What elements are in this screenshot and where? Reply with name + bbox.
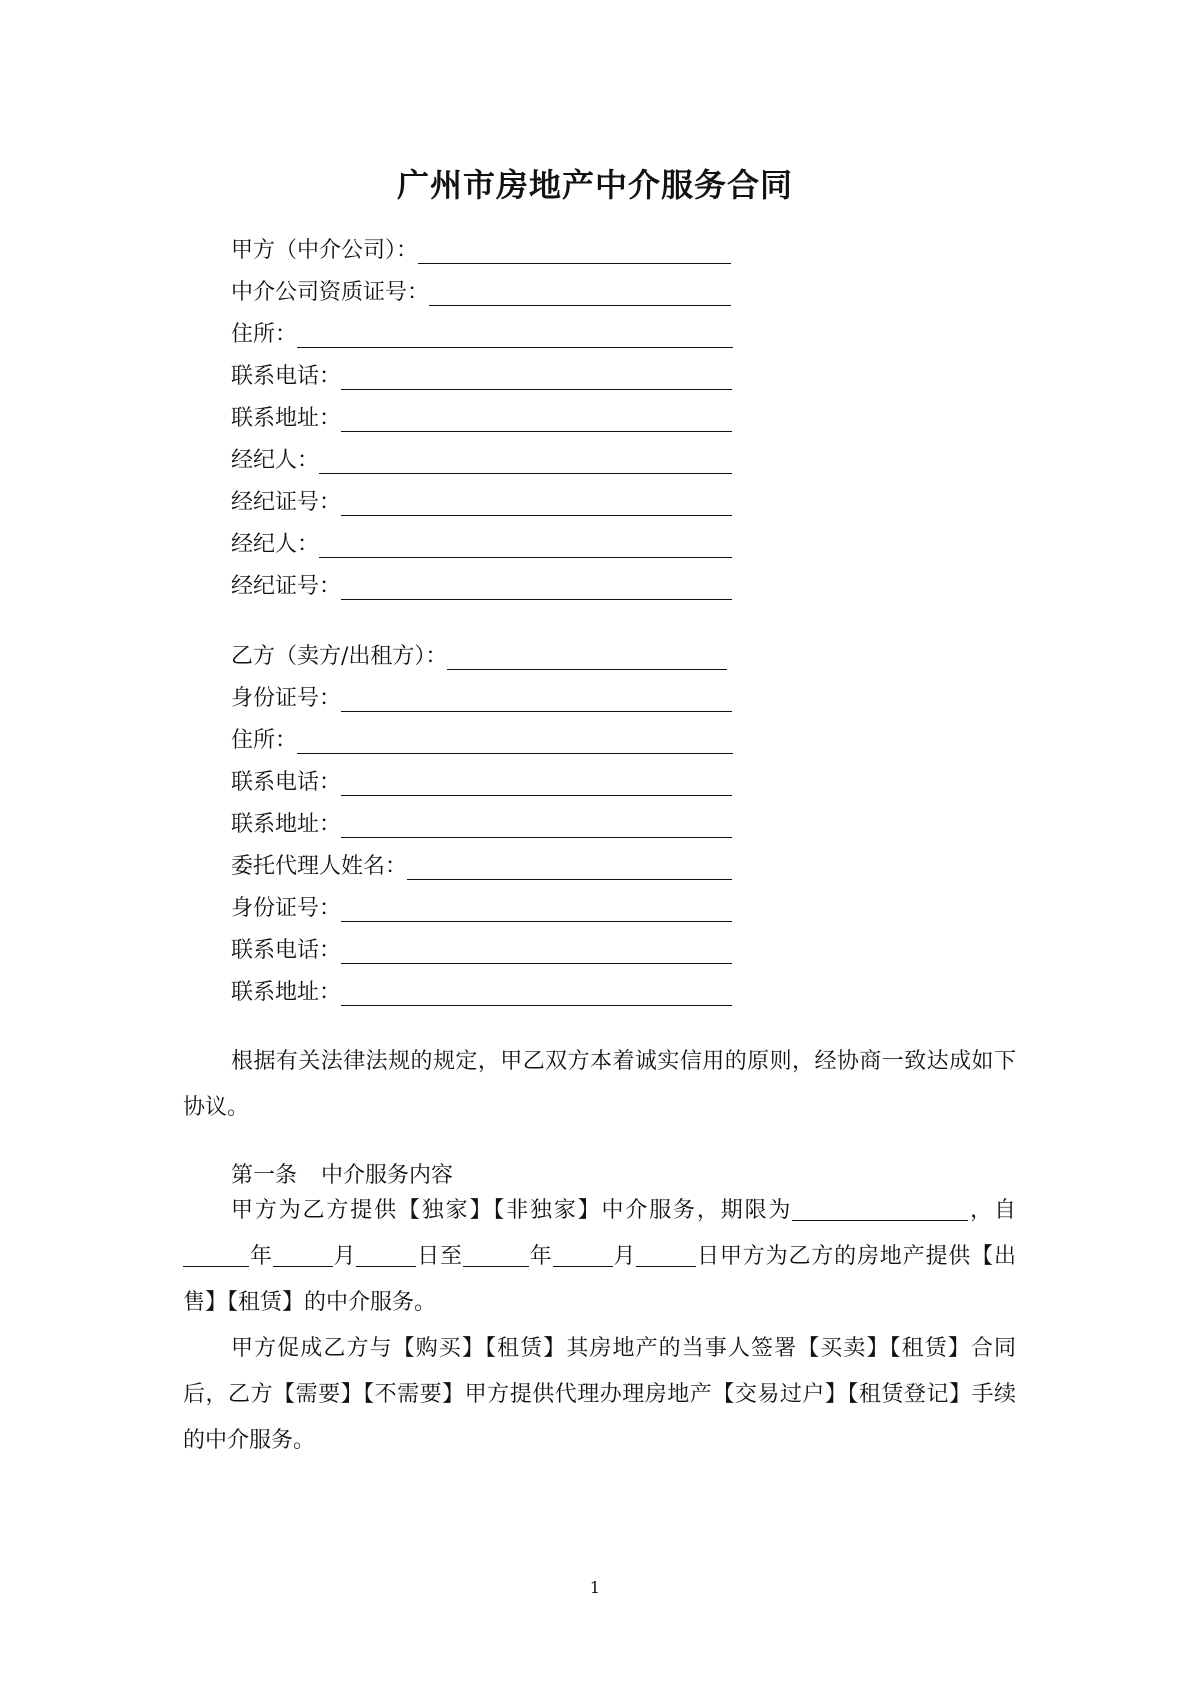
clause-text: 年 [528, 1244, 553, 1269]
field-label: 乙方（卖方/出租方）： [231, 644, 448, 669]
article-1-clause-1 [183, 1188, 1016, 1326]
clause-text: 自 [993, 1198, 1016, 1223]
field-label: 住所： [231, 322, 298, 347]
page-number: 1 [589, 1578, 601, 1597]
field-label: 联系地址： [231, 980, 342, 1005]
clause-text: ， [968, 1198, 994, 1223]
start-day-blank[interactable] [356, 1242, 416, 1267]
blank-line[interactable] [341, 573, 732, 600]
blank-line[interactable] [341, 979, 732, 1006]
party-b-seller-field [231, 636, 727, 670]
start-year-blank[interactable] [183, 1242, 249, 1267]
blank-line[interactable] [341, 895, 732, 922]
clause-text: 日至 [416, 1244, 463, 1269]
party-a-phone-field [231, 356, 732, 390]
intro-paragraph: 根据有关法律法规的规定，甲乙双方本着诚实信用的原则，经协商一致达成如下协议。 [183, 1049, 1016, 1120]
end-day-blank[interactable] [636, 1242, 696, 1267]
blank-line[interactable] [429, 279, 731, 306]
document-title: 广州市房地产中介服务合同 [396, 166, 793, 204]
party-a-agent-2-field [231, 524, 732, 558]
field-label: 联系电话： [231, 364, 342, 389]
party-b-proxy-phone-field [231, 930, 732, 964]
blank-line[interactable] [341, 811, 732, 838]
start-month-blank[interactable] [273, 1242, 333, 1267]
blank-line[interactable] [341, 769, 732, 796]
party-a-agent-cert-2-field [231, 566, 732, 600]
blank-line[interactable] [341, 489, 732, 516]
end-month-blank[interactable] [553, 1242, 613, 1267]
article-number: 第一条 [231, 1163, 298, 1188]
field-label: 联系电话： [231, 938, 342, 963]
party-a-license-field [231, 272, 731, 306]
blank-line[interactable] [341, 685, 732, 712]
clause-text: 月 [612, 1244, 637, 1269]
field-label: 住所： [231, 728, 298, 753]
field-label: 身份证号： [231, 686, 342, 711]
party-b-proxy-id-field [231, 888, 732, 922]
party-a-address-field [231, 398, 732, 432]
party-a-residence-field [231, 314, 733, 348]
article-1-heading [231, 1158, 453, 1189]
field-label: 经纪证号： [231, 574, 342, 599]
blank-line[interactable] [297, 727, 733, 754]
blank-line[interactable] [319, 447, 732, 474]
party-b-proxy-address-field [231, 972, 732, 1006]
clause-text: 年 [249, 1244, 273, 1269]
field-label: 经纪人： [231, 532, 320, 557]
party-b-residence-field [231, 720, 733, 754]
party-b-phone-field [231, 762, 732, 796]
field-label: 甲方（中介公司）： [231, 238, 419, 263]
field-label: 中介公司资质证号： [231, 280, 430, 305]
party-a-agent-cert-field [231, 482, 732, 516]
field-label: 联系地址： [231, 812, 342, 837]
clause-text: 甲方为乙方提供【独家】【非独家】中介服务，期限为 [231, 1198, 793, 1223]
blank-line[interactable] [341, 405, 732, 432]
blank-line[interactable] [418, 237, 731, 264]
party-b-proxy-name-field [231, 846, 732, 880]
article-title: 中介服务内容 [321, 1163, 454, 1188]
blank-line[interactable] [407, 853, 732, 880]
party-b-id-field [231, 678, 732, 712]
clause-text: 月 [332, 1244, 357, 1269]
field-label: 经纪证号： [231, 490, 342, 515]
end-year-blank[interactable] [463, 1242, 529, 1267]
field-label: 经纪人： [231, 448, 320, 473]
field-label: 委托代理人姓名： [231, 854, 408, 879]
party-a-agent-field [231, 440, 732, 474]
clause-text: 日甲方为乙方的房地产提供【出售】【租赁】的中介服务。 [183, 1244, 1016, 1315]
party-a-company-field [231, 230, 731, 264]
party-b-address-field [231, 804, 732, 838]
blank-line[interactable] [341, 937, 732, 964]
field-label: 身份证号： [231, 896, 342, 921]
article-1-clause-2: 甲方促成乙方与【购买】【租赁】其房地产的当事人签署【买卖】【租赁】合同后，乙方【需要】【不需要】甲方提供代理办理房地产【交易过户】【租赁登记】手续的中介服务。 [183, 1336, 1016, 1453]
term-blank[interactable] [792, 1196, 968, 1221]
blank-line[interactable] [297, 321, 733, 348]
blank-line[interactable] [447, 643, 727, 670]
field-label: 联系电话： [231, 770, 342, 795]
blank-line[interactable] [319, 531, 732, 558]
blank-line[interactable] [341, 363, 732, 390]
field-label: 联系地址： [231, 406, 342, 431]
